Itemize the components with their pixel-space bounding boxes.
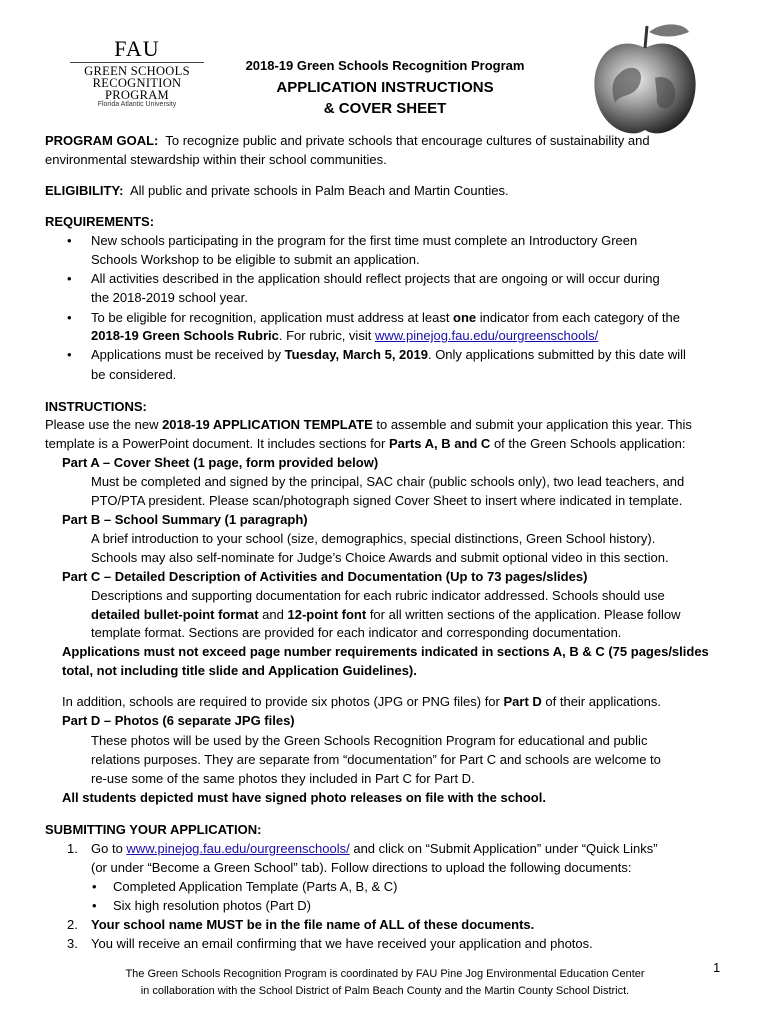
part-c-2: detailed bullet-point format and 12-point font for all written sections of the application. Please follow [91,607,681,622]
sub-item-1: Completed Application Template (Parts A, B, & C) [113,879,398,894]
part-a-1: Must be completed and signed by the principal, SAC chair (public schools only), two lead teachers, and [91,474,685,489]
footer-line-1: The Green Schools Recognition Program is coordinated by FAU Pine Jog Environmental Education Center [125,968,645,980]
doc-subtitle: 2018-19 Green Schools Recognition Program [245,58,525,73]
logo-fau: FAU [114,36,160,61]
logo-line2: RECOGNITION PROGRAM [92,76,182,102]
req-4b: be considered. [91,367,177,382]
rubric-link[interactable]: www.pinejog.fau.edu/ourgreenschools/ [374,328,599,343]
requirements-heading: REQUIREMENTS: [45,214,155,229]
photos-intro: In addition, schools are required to provide six photos (JPG or PNG files) for Part D of their applications. [62,694,662,709]
part-a-title: Part A – Cover Sheet (1 page, form provided below) [62,455,379,470]
part-d-title: Part D – Photos (6 separate JPG files) [62,713,295,728]
part-d-3: re-use some of the same photos they included in Part C for Part D. [91,771,475,786]
page-limit-warning-1: Applications must not exceed page number requirements indicated in sections A, B & C (75 pages/slides [62,644,709,659]
sub-item-2: Six high resolution photos (Part D) [113,898,311,913]
goal-line-1: PROGRAM GOAL: To recognize public and private schools that encourage cultures of sustainability and [45,133,650,148]
part-c-1: Descriptions and supporting documentation for each rubric indicator addressed. Schools should use [91,588,665,603]
req-3a: To be eligible for recognition, application must address at least one indicator from each category of the [91,310,680,325]
part-c-3: template format. Sections are provided for each indicator and corresponding documentation. [91,625,622,640]
doc-title-2: & COVER SHEET [323,100,447,117]
doc-title: APPLICATION INSTRUCTIONS [276,79,494,96]
goal-line-2: environmental stewardship within their school communities. [45,152,387,167]
photo-release-note: All students depicted must have signed photo releases on file with the school. [62,790,546,805]
step-2-num: 2. [67,917,78,932]
page-limit-warning-2: total, not including title slide and Application Guidelines). [62,663,417,678]
instr-line-2: template is a PowerPoint document. It includes sections for Parts A, B and C of the Green Schools application: [45,436,686,451]
step-3: You will receive an email confirming that we have received your application and photos. [91,936,593,951]
footer-line-2: in collaboration with the School District of Palm Beach County and the Martin County School District. [140,985,630,997]
req-1a: New schools participating in the program for the first time must complete an Introductory Green [91,233,638,248]
part-d-1: These photos will be used by the Green Schools Recognition Program for educational and public [91,733,648,748]
page-number: 1 [713,960,721,975]
req-4a: Applications must be received by Tuesday, March 5, 2019. Only applications submitted by this date will [91,347,686,362]
fau-logo [62,38,212,108]
bullet-icon: • [92,879,97,894]
bullet-icon: • [67,271,72,286]
step-1b: (or under “Become a Green School” tab). Follow directions to upload the following documents: [91,860,632,875]
logo-line1: GREEN SCHOOLS [84,64,190,78]
submit-link[interactable]: www.pinejog.fau.edu/ourgreenschools/ [126,841,350,856]
bullet-icon: • [92,898,97,913]
part-a-2: PTO/PTA president. Please scan/photograph signed Cover Sheet to insert where indicated in template. [91,493,683,508]
part-b-1: A brief introduction to your school (size, demographics, special distinctions, Green School history). [91,531,656,546]
bullet-icon: • [67,347,72,362]
bullet-icon: • [67,310,72,325]
submitting-heading: SUBMITTING YOUR APPLICATION: [45,822,262,837]
part-b-2: Schools may also self-nominate for Judge’s Choice Awards and submit optional video in this section. [91,550,669,565]
part-c-title: Part C – Detailed Description of Activities and Documentation (Up to 73 pages/slides) [62,569,588,584]
instructions-heading: INSTRUCTIONS: [45,399,147,414]
req-2a: All activities described in the application should reflect projects that are ongoing or will occur during [91,271,660,286]
logo-line3: Florida Atlantic University [97,101,177,108]
part-b-title: Part B – School Summary (1 paragraph) [62,512,308,527]
step-1: Go to www.pinejog.fau.edu/ourgreenschools/ and click on “Submit Application” under “Quick Links” [91,841,658,856]
req-2b: the 2018-2019 school year. [91,290,248,305]
step-1-num: 1. [67,841,78,856]
part-d-2: relations purposes. They are separate from “documentation” for Part C and schools are welcome to [91,752,661,767]
step-3-num: 3. [67,936,78,951]
eligibility: ELIGIBILITY: All public and private schools in Palm Beach and Martin Counties. [45,183,509,198]
req-1b: Schools Workshop to be eligible to submit an application. [91,252,420,267]
instr-line-1: Please use the new 2018-19 APPLICATION TEMPLATE to assemble and submit your application this year. This [45,417,692,432]
req-3b: 2018-19 Green Schools Rubric. For rubric, visit www.pinejog.fau.edu/ourgreenschools/ [91,328,599,343]
step-2: Your school name MUST be in the file name of ALL of these documents. [91,917,535,932]
bullet-icon: • [67,233,72,248]
